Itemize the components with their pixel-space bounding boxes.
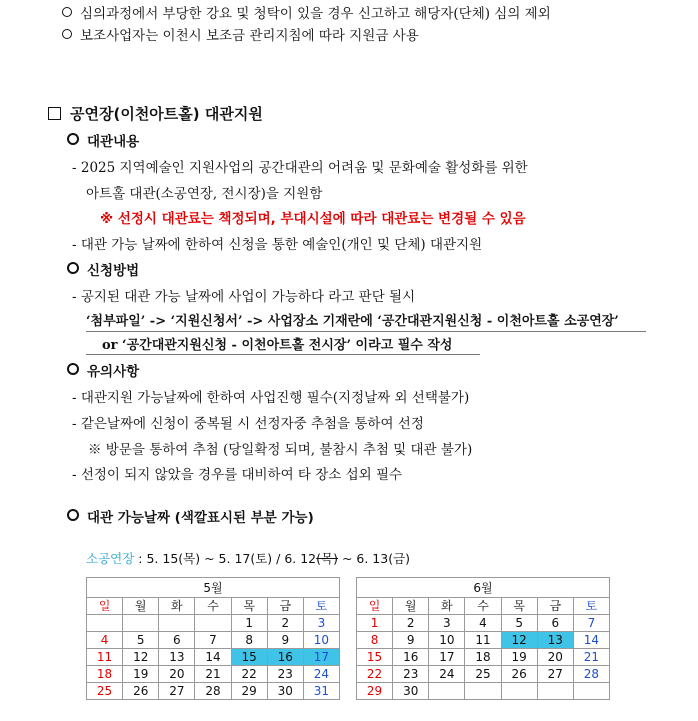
calendar-day-cell: 21: [573, 649, 609, 666]
calendar-day-cell: 11: [465, 632, 501, 649]
calendar-day-cell: 27: [537, 666, 573, 683]
calendar-day-cell: 1: [357, 615, 393, 632]
calendar-day-cell: 26: [123, 683, 159, 700]
calendar-day-cell: 19: [123, 666, 159, 683]
calendar-day-cell: 23: [267, 666, 303, 683]
circle-bullet-icon: [67, 133, 79, 145]
circle-bullet-icon: [67, 509, 79, 521]
calendar-day-cell: 5: [501, 615, 537, 632]
calendar-month-title: 6월: [357, 578, 610, 598]
notice-heading-text: 유의사항: [87, 364, 140, 380]
calendar-day-cell: 9: [393, 632, 429, 649]
calendar-day-cell: 6: [537, 615, 573, 632]
top-item-text: 보조사업자는 이천시 보조금 관리지침에 따라 지원금 사용: [80, 28, 419, 44]
calendar-day-cell: 20: [159, 666, 195, 683]
calendar-day-cell: 30: [393, 683, 429, 700]
calendar-day-cell: 11: [87, 649, 123, 666]
calendar-day-cell: 27: [159, 683, 195, 700]
calendar-day-cell: 31: [303, 683, 339, 700]
apply-heading-text: 신청방법: [87, 263, 140, 279]
calendar-day-cell: 3: [303, 615, 339, 632]
content-heading-text: 대관내용: [87, 134, 140, 150]
apply-line-3: or ‘공간대관지원신청 - 이천아트홀 전시장’ 이라고 필수 작성: [102, 338, 453, 353]
top-item-2: [62, 26, 419, 46]
dates-heading: [67, 508, 314, 528]
dates-struck: (목): [316, 551, 338, 566]
calendar-week-row: [87, 649, 340, 666]
calendar-day-cell: 12: [501, 632, 537, 649]
content-line-1: - 2025 지역예술인 지원사업의 공간대관의 어려움 및 문화예술 활성화를 위한: [72, 160, 528, 176]
calendar-june: [356, 577, 610, 700]
calendar-day-cell: 13: [537, 632, 573, 649]
calendar-day-cell: 6: [159, 632, 195, 649]
calendar-month-title: 5월: [87, 578, 340, 598]
calendar-day-cell: 5: [123, 632, 159, 649]
calendar-day-cell: 10: [429, 632, 465, 649]
calendar-day-cell: 18: [87, 666, 123, 683]
dates-range-2: ~ 6. 13(금): [337, 551, 411, 566]
weekday-header: 수: [465, 598, 501, 615]
calendar-day-cell: 7: [573, 615, 609, 632]
calendar-day-cell: 22: [231, 666, 267, 683]
underline-divider: [86, 331, 646, 332]
content-line-2: 아트홀 대관(소공연장, 전시장)을 지원함: [86, 186, 323, 202]
calendar-day-cell: 10: [303, 632, 339, 649]
dates-line: [86, 549, 410, 569]
calendar-week-row: [87, 615, 340, 632]
content-heading: [67, 132, 139, 152]
calendar-week-row: [357, 632, 610, 649]
circle-bullet-icon: [67, 262, 79, 274]
weekday-header: 토: [573, 598, 609, 615]
weekday-header: 목: [501, 598, 537, 615]
calendar-may: [86, 577, 340, 700]
calendar-week-row: [357, 649, 610, 666]
calendar-day-cell: [501, 683, 537, 700]
calendar-day-cell: 7: [195, 632, 231, 649]
calendar-day-cell: 28: [573, 666, 609, 683]
weekday-header: 수: [195, 598, 231, 615]
calendar-day-cell: 14: [195, 649, 231, 666]
calendar-day-cell: 8: [231, 632, 267, 649]
calendar-day-cell: 20: [537, 649, 573, 666]
calendar-day-cell: 29: [231, 683, 267, 700]
calendar-day-cell: [195, 615, 231, 632]
top-item-1: [62, 4, 551, 24]
dates-heading-text: 대관 가능날짜 (색깔표시된 부분 가능): [87, 510, 314, 526]
weekday-header: 월: [123, 598, 159, 615]
calendar-day-cell: 17: [429, 649, 465, 666]
weekday-header: 목: [231, 598, 267, 615]
calendar-week-row: [87, 683, 340, 700]
section-title-text: 공연장(이천아트홀) 대관지원: [70, 105, 263, 123]
calendar-day-cell: 16: [393, 649, 429, 666]
calendar-day-cell: 22: [357, 666, 393, 683]
calendar-week-row: [357, 615, 610, 632]
calendar-day-cell: [123, 615, 159, 632]
calendar-day-cell: 19: [501, 649, 537, 666]
calendar-day-cell: 18: [465, 649, 501, 666]
weekday-header: 화: [429, 598, 465, 615]
notice-line-4: - 선정이 되지 않았을 경우를 대비하여 타 장소 섭외 필수: [72, 467, 403, 483]
calendar-day-cell: 12: [123, 649, 159, 666]
content-line-3: - 대관 가능 날짜에 한하여 신청을 통한 예술인(개인 및 단체) 대관지원: [72, 237, 483, 253]
calendar-day-cell: 2: [267, 615, 303, 632]
square-bullet-icon: [48, 107, 61, 120]
circle-bullet-icon: [62, 7, 72, 17]
calendar-day-cell: 24: [429, 666, 465, 683]
calendar-day-cell: 1: [231, 615, 267, 632]
calendar-day-cell: 21: [195, 666, 231, 683]
circle-bullet-icon: [67, 363, 79, 375]
calendar-day-cell: 23: [393, 666, 429, 683]
underline-divider: [86, 354, 480, 355]
calendar-day-cell: [573, 683, 609, 700]
weekday-header: 화: [159, 598, 195, 615]
calendar-day-cell: 14: [573, 632, 609, 649]
content-note: ※ 선정시 대관료는 책정되며, 부대시설에 따라 대관료는 변경될 수 있음: [100, 211, 526, 227]
calendar-day-cell: 16: [267, 649, 303, 666]
calendar-day-cell: [429, 683, 465, 700]
notice-line-3: ※ 방문을 통하여 추첨 (당일확정 되며, 불참시 추첨 및 대관 불가): [88, 442, 473, 458]
notice-heading: [67, 362, 139, 382]
calendar-day-cell: 4: [87, 632, 123, 649]
notice-line-1: - 대관지원 가능날짜에 한하여 사업진행 필수(지정날짜 외 선택불가): [72, 390, 470, 406]
calendar-day-cell: [465, 683, 501, 700]
calendar-day-cell: [159, 615, 195, 632]
circle-bullet-icon: [62, 29, 72, 39]
calendar-day-cell: 2: [393, 615, 429, 632]
apply-heading: [67, 261, 139, 281]
calendar-day-cell: 13: [159, 649, 195, 666]
calendar-day-cell: 25: [87, 683, 123, 700]
calendar-day-cell: 4: [465, 615, 501, 632]
weekday-header: 월: [393, 598, 429, 615]
calendar-day-cell: 3: [429, 615, 465, 632]
top-item-text: 심의과정에서 부당한 강요 및 청탁이 있을 경우 신고하고 해당자(단체) 심의 제외: [80, 6, 551, 22]
calendar-day-cell: 25: [465, 666, 501, 683]
calendar-day-cell: 30: [267, 683, 303, 700]
calendar-day-cell: 24: [303, 666, 339, 683]
weekday-header: 금: [267, 598, 303, 615]
calendar-day-cell: [537, 683, 573, 700]
weekday-header: 일: [357, 598, 393, 615]
weekday-header: 토: [303, 598, 339, 615]
calendar-day-cell: 15: [231, 649, 267, 666]
calendar-week-row: [87, 632, 340, 649]
dates-range-1: 5. 15(목) ~ 5. 17(토) / 6. 12: [146, 551, 317, 566]
calendar-day-cell: 15: [357, 649, 393, 666]
venue-label: 소공연장: [86, 551, 135, 566]
section-title: [48, 104, 263, 124]
calendar-week-row: [357, 666, 610, 683]
calendar-day-cell: 17: [303, 649, 339, 666]
weekday-header: 일: [87, 598, 123, 615]
calendar-week-row: [87, 666, 340, 683]
apply-line-2: ‘첨부파일’ -> ‘지원신청서’ -> 사업장소 기재란에 ‘공간대관지원신청 - 이천아트홀 소공연장’: [86, 314, 619, 329]
weekday-header: 금: [537, 598, 573, 615]
calendar-day-cell: 9: [267, 632, 303, 649]
calendar-day-cell: 8: [357, 632, 393, 649]
calendar-day-cell: [87, 615, 123, 632]
calendar-day-cell: 26: [501, 666, 537, 683]
calendar-week-row: [357, 683, 610, 700]
calendar-day-cell: 29: [357, 683, 393, 700]
apply-line-1: - 공지된 대관 가능 날짜에 사업이 가능하다 라고 판단 될시: [72, 289, 416, 305]
notice-line-2: - 같은날짜에 신청이 중복될 시 선정자중 추첨을 통하여 선정: [72, 416, 424, 432]
dates-colon: :: [134, 551, 147, 566]
calendar-day-cell: 28: [195, 683, 231, 700]
